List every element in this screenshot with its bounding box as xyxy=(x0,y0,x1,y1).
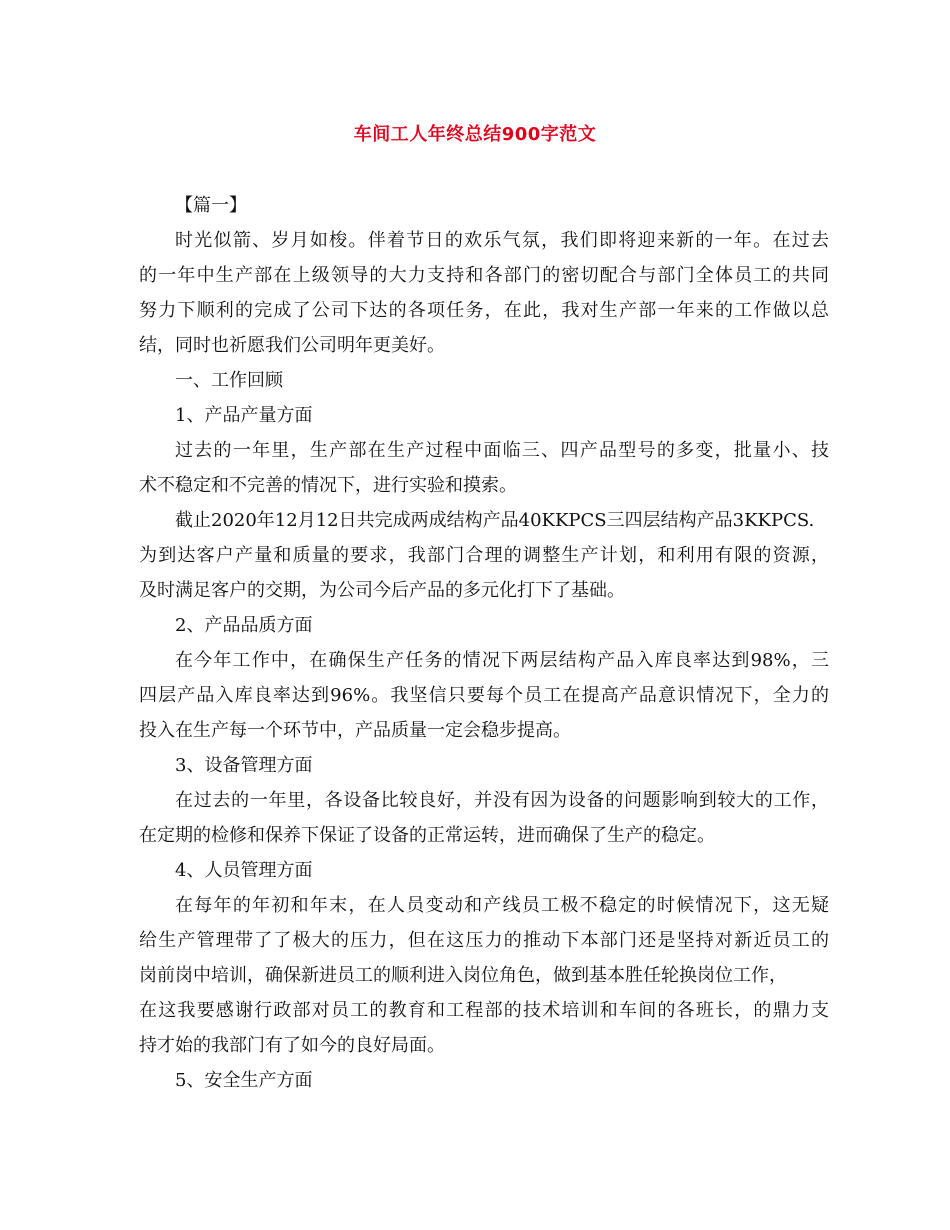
subheading-safety: 5、安全生产方面 xyxy=(175,1070,313,1091)
paragraph-line: 投入在生产每一个环节中，产品质量一定会稳步提高。 xyxy=(139,720,571,741)
paragraph-line: 在每年的年初和年末，在人员变动和产线员工极不稳定的时候情况下，这无疑 xyxy=(175,895,829,916)
paragraph-line: 结，同时也祈愿我们公司明年更美好。 xyxy=(139,335,445,356)
subheading-quality: 2、产品品质方面 xyxy=(175,615,313,636)
section-heading-work-review: 一、工作回顾 xyxy=(175,370,283,391)
subheading-output: 1、产品产量方面 xyxy=(175,405,313,426)
paragraph-line: 持才始的我部门有了如今的良好局面。 xyxy=(139,1035,445,1056)
paragraph-line: 岗前岗中培训，确保新进员工的顺利进入岗位角色，做到基本胜任轮换岗位工作， xyxy=(139,965,787,986)
paragraph-line: 在今年工作中，在确保生产任务的情况下两层结构产品入库良率达到98%，三 xyxy=(175,650,829,671)
document-title: 车间工人年终总结900字范文 xyxy=(353,124,597,145)
paragraph-line: 给生产管理带了了极大的压力，但在这压力的推动下本部门还是坚持对新近员工的 xyxy=(139,930,829,951)
paragraph-line: 努力下顺利的完成了公司下达的各项任务，在此，我对生产部一年来的工作做以总 xyxy=(139,300,829,321)
paragraph-line: 截止2020年12月12日共完成两成结构产品40KKPCS三四层结构产品3KKPCS. xyxy=(175,510,815,531)
paragraph-line: 过去的一年里，生产部在生产过程中面临三、四产品型号的多变，批量小、技 xyxy=(175,440,829,461)
paragraph-line: 在过去的一年里，各设备比较良好，并没有因为设备的问题影响到较大的工作， xyxy=(175,790,829,811)
paragraph-line: 的一年中生产部在上级领导的大力支持和各部门的密切配合与部门全体员工的共同 xyxy=(139,265,829,286)
paragraph-line: 时光似箭、岁月如梭。伴着节日的欢乐气氛，我们即将迎来新的一年。在过去 xyxy=(175,230,829,251)
subheading-personnel: 4、人员管理方面 xyxy=(175,860,313,881)
section-heading-part-one: 【篇一】 xyxy=(175,195,247,216)
paragraph-line: 为到达客户产量和质量的要求，我部门合理的调整生产计划，和利用有限的资源， xyxy=(139,545,829,566)
paragraph-line: 在定期的检修和保养下保证了设备的正常运转，进而确保了生产的稳定。 xyxy=(139,825,715,846)
subheading-equipment: 3、设备管理方面 xyxy=(175,755,313,776)
paragraph-line: 术不稳定和不完善的情况下，进行实验和摸索。 xyxy=(139,475,517,496)
paragraph-line: 四层产品入库良率达到96%。我坚信只要每个员工在提高产品意识情况下，全力的 xyxy=(139,685,829,706)
paragraph-line: 在这我要感谢行政部对员工的教育和工程部的技术培训和车间的各班长，的鼎力支 xyxy=(139,1000,829,1021)
paragraph-line: 及时满足客户的交期，为公司今后产品的多元化打下了基础。 xyxy=(139,580,625,601)
